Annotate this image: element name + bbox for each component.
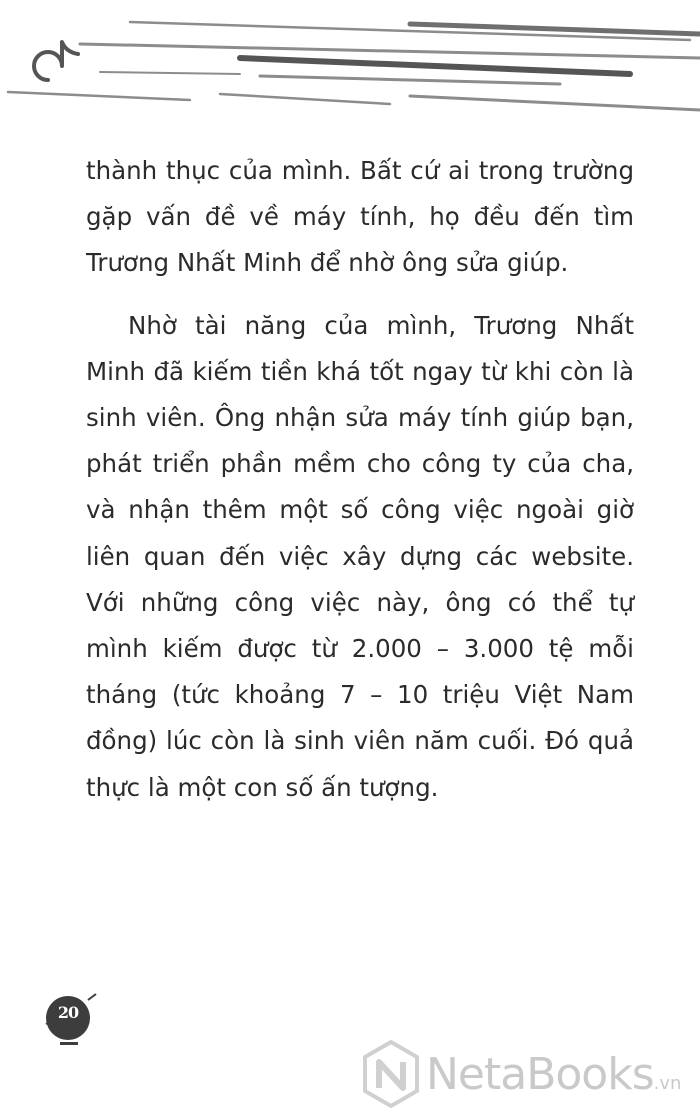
- watermark-tld: .vn: [653, 1073, 682, 1094]
- page-number: 20: [57, 1003, 79, 1022]
- watermark: [362, 1040, 692, 1112]
- watermark-brand-name: NetaBooks: [426, 1049, 654, 1100]
- body-text: [86, 148, 634, 811]
- paragraph: Nhờ tài năng của mình, Trương Nhất Minh đã kiếm tiền khá tốt ngay từ khi còn là sinh viên. Ông nhận sửa máy tính giúp bạn, phát triển phần mềm cho công ty của cha, và nhận thêm một số công việc ngoài giờ liên quan đến việc xây dựng các website. Với những công việc này, ông có thể tự mình kiếm được từ 2.000 – 3.000 tệ mỗi tháng (tức khoảng 7 – 10 triệu Việt Nam đồng) lúc còn là sinh viên năm cuối. Đó quả thực là một con số ấn tượng.: [86, 310, 634, 802]
- header-decoration: [0, 0, 700, 130]
- netabooks-logo-icon: [362, 1040, 420, 1110]
- watermark-brand: [426, 1048, 681, 1111]
- tiktok-note-icon: [34, 42, 78, 80]
- paragraph: thành thục của mình. Bất cứ ai trong trường gặp vấn đề về máy tính, họ đều đến tìm Trương Nhất Minh để nhờ ông sửa giúp.: [86, 156, 634, 278]
